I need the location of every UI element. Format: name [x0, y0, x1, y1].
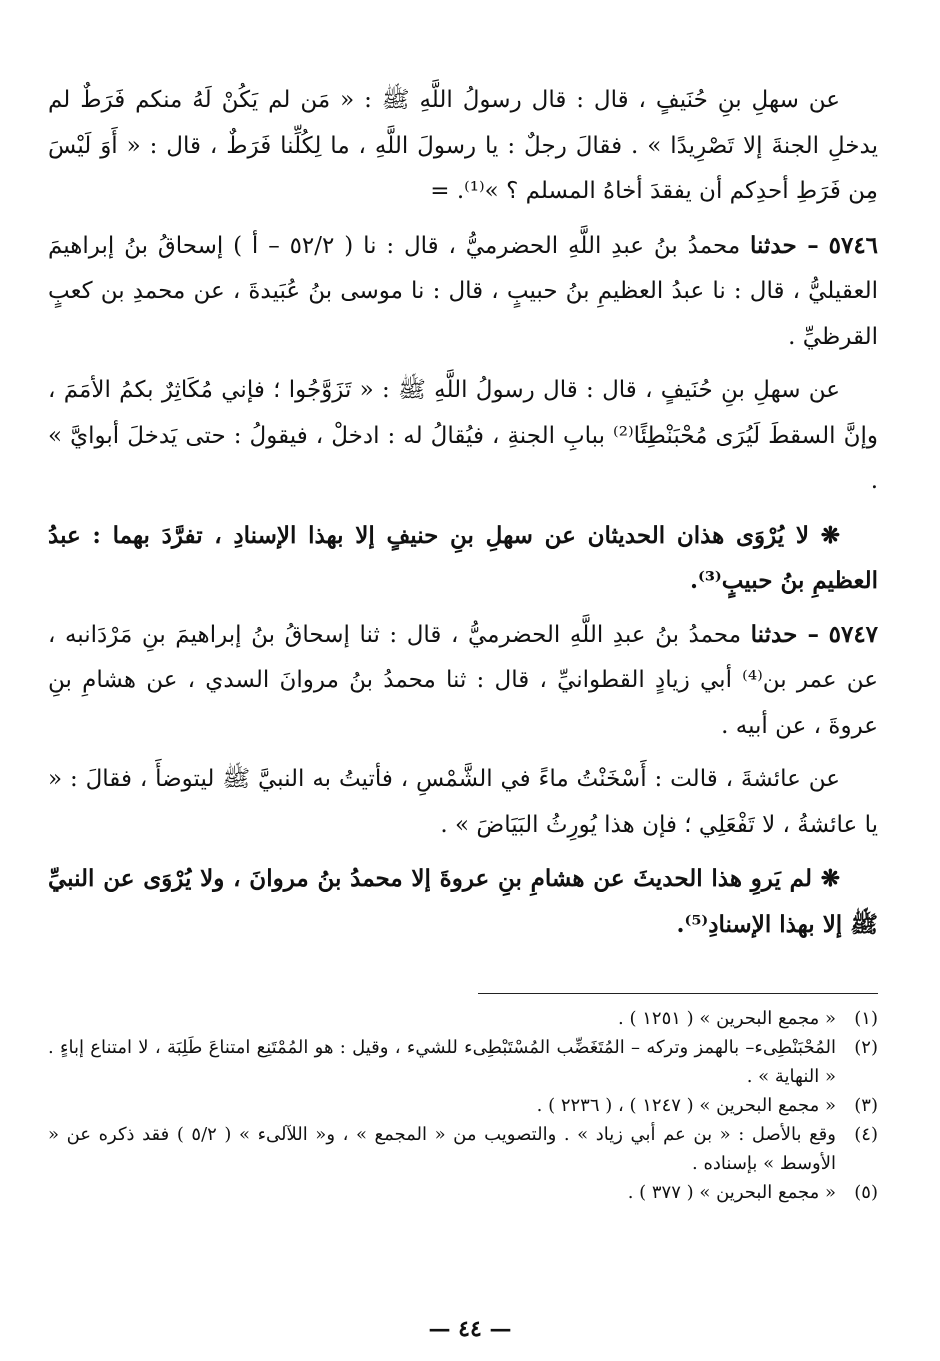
footnote-text: المُحْبَنْطِىء– بالهمز وتركه – المُتَغَضِّب المُسْتَبْطِىء للشيء ، وقيل : هو المُمْتَنِع امتناعَ طَلِبَة ، لا امتناع إباءٍ . « النهاية » .: [48, 1037, 836, 1087]
hadith-number: ٥٧٤٦: [828, 231, 879, 259]
commentary-5747: ❋ لم يَروِ هذا الحديثَ عن هشامِ بنِ عروةَ إلا محمدُ بنُ مروانَ ، ولا يُرْوَى عن النبيِّ ﷺ إلا بهذا الإسنادِ⁽⁵⁾.: [48, 865, 878, 938]
hadith-5747-matn: عن عائشةَ ، قالت : أَسْخَنْتُ ماءً في الشَّمْسِ ، فأتيتُ به النبيَّ ﷺ ليتوضأَ ، فقالَ : « يا عائشةُ ، لا تَفْعَلِي ؛ فإن هذا يُورِثُ البَيَاضَ » .: [48, 766, 878, 838]
isnad-text: محمدُ بنُ عبدِ اللَّهِ الحضرميُّ ، قال : نا ( ٥٢/٢ – أ ) إسحاقُ بنُ إبراهيمَ العقيليُّ ، قال : نا عبدُ العظيمِ بنُ حبيبٍ ، قال : نا موسى بنُ عُبَيدةَ ، عن محمدِ بن كعبٍ القرظيِّ .: [48, 232, 878, 350]
footnote-divider: [478, 993, 878, 994]
footnote-number: (١): [854, 1008, 878, 1029]
footnote-text: « مجمع البحرين » ( ١٢٥١ ) .: [618, 1008, 836, 1029]
footnote-item: [48, 1033, 878, 1091]
hadith-5747-isnad: [48, 612, 878, 750]
footnote-item: [48, 1120, 878, 1178]
hadith-lead: – حدثنا: [750, 620, 820, 648]
hadith-5746-isnad: [48, 223, 878, 361]
isnad-text: محمدُ بنُ عبدِ اللَّهِ الحضرميُّ ، قال : ثنا إسحاقُ بنُ إبراهيمَ بنِ مَرْدَانبه ، عن عمر بن⁽⁴⁾ أبي زيادٍ القطوانيِّ ، قال : ثنا محمدُ بنُ مروانَ السدي ، عن هشامِ بنِ عروةَ ، عن أبيه .: [48, 621, 879, 739]
footnote-item: [48, 1091, 878, 1120]
hadith-lead: – حدثنا: [750, 231, 819, 259]
hadith-text-5745-end: عن سهلِ بنِ حُنَيفٍ ، قال : قال رسولُ اللَّهِ ﷺ : « مَن لم يَكُنْ لَهُ منكم فَرَطٌ لم يدخلِ الجنةَ إلا تَصْرِيدًا » . فقالَ رجلٌ : يا رسولَ اللَّهِ ، ما لِكُلِّنا فَرَطٌ ، قال : « أَوَ لَيْسَ مِن فَرَطِ أحدِكم أن يفقدَ أخاهُ المسلم ؟ »⁽¹⁾. =: [48, 87, 878, 204]
main-text: [48, 78, 878, 947]
hadith-number: ٥٧٤٧: [828, 620, 879, 648]
footnote-number: (٤): [854, 1124, 878, 1145]
footnote-text: « مجمع البحرين » ( ٣٧٧ ) .: [627, 1182, 836, 1203]
footnote-number: (٣): [854, 1095, 878, 1116]
footnote-number: (٢): [854, 1037, 878, 1058]
footnote-text: « مجمع البحرين » ( ١٢٤٧ ) ، ( ٢٢٣٦ ) .: [536, 1095, 836, 1116]
commentary-5746: ❋ لا يُرْوَى هذان الحديثان عن سهلِ بنِ حنيفٍ إلا بهذا الإسنادِ ، تفرَّدَ بهما : عبدُ العظيمِ بنُ حبيبٍ⁽³⁾.: [48, 521, 878, 594]
footnotes: [48, 1004, 878, 1207]
footnote-item: [48, 1178, 878, 1207]
footnote-item: [48, 1004, 878, 1033]
hadith-5746-matn: عن سهلِ بنِ حُنَيفٍ ، قال : قال رسولُ اللَّهِ ﷺ : « تَزَوَّجُوا ؛ فإني مُكَاثِرٌ بكمُ الأمَمَ ، وإنَّ السقطَ لَيُرَى مُحْبَنْطِئًا⁽²⁾ ببابِ الجنةِ ، فيُقالُ له : ادخلْ ، فيقولُ : حتى يَدخلَ أبوايَّ » .: [48, 377, 878, 494]
footnote-number: (٥): [854, 1182, 878, 1203]
page-number: — ٤٤ —: [428, 1316, 512, 1342]
footnote-text: وقع بالأصل : « بن عم أبي زياد » . والتصويب من « المجمع » ، و« اللآلىء » ( ٥/٢ ) فقد ذكره عن « الأوسط » بإسناده .: [48, 1124, 836, 1174]
